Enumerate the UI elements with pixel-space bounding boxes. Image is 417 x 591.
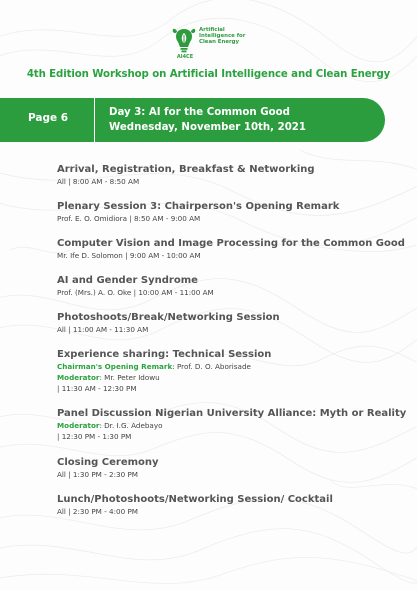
logo-wordmark (199, 27, 255, 46)
session-item (57, 200, 412, 224)
session-detail: Prof. (Mrs.) A. O. Oke | 10:00 AM - 11:00 AM (57, 288, 214, 297)
page-number: Page 6 (28, 112, 69, 124)
session-detail: All | 2:30 PM - 4:00 PM (57, 507, 138, 516)
session-title: Closing Ceremony (57, 457, 159, 468)
session-item (57, 493, 412, 517)
workshop-title: 4th Edition Workshop on Artificial Intelligence and Clean Energy (26, 69, 391, 80)
session-title: Arrival, Registration, Breakfast & Networking (57, 164, 315, 175)
session-detail: Prof. E. O. Omidiora | 8:50 AM - 9:00 AM (57, 214, 201, 223)
session-time: | 11:30 AM - 12:30 PM (57, 384, 137, 393)
session-item (57, 311, 412, 335)
chair-value: : Prof. D. O. Aborisade (172, 362, 251, 371)
session-item (57, 237, 412, 261)
session-title: Plenary Session 3: Chairperson's Opening Remark (57, 201, 340, 212)
session-detail: All | 1:30 PM - 2:30 PM (57, 470, 138, 479)
session-detail: Mr. Ife D. Solomon | 9:00 AM - 10:00 AM (57, 251, 201, 260)
ai4ce-logo (172, 25, 252, 63)
moderator-label: Moderator (57, 421, 100, 430)
session-item (57, 456, 412, 480)
session-title: Computer Vision and Image Processing for the Common Good (57, 238, 405, 249)
session-item (57, 274, 412, 298)
logo-line-3: Clean Energy (199, 39, 240, 46)
band-divider (94, 98, 95, 142)
moderator-value: : Mr. Peter Idowu (99, 373, 160, 382)
session-title: AI and Gender Syndrome (57, 275, 198, 286)
session-title: Experience sharing: Technical Session (57, 349, 272, 360)
session-detail: All | 8:00 AM - 8:50 AM (57, 177, 140, 186)
logo-line-1: Artificial (199, 27, 225, 33)
leaf-bulb-icon (172, 25, 196, 55)
session-title: Photoshoots/Break/Networking Session (57, 312, 280, 323)
chair-label: Chairman's Opening Remark (57, 362, 173, 371)
session-time: | 12:30 PM - 1:30 PM (57, 432, 132, 441)
chair-line (57, 361, 412, 372)
day-header-band (0, 98, 385, 142)
session-title: Lunch/Photoshoots/Networking Session/ Cocktail (57, 494, 333, 505)
session-item (57, 163, 412, 187)
session-detail: All | 11:00 AM - 11:30 AM (57, 325, 149, 334)
day-date: Wednesday, November 10th, 2021 (109, 122, 306, 133)
logo-line-2: Intelligence for (199, 33, 246, 40)
day-title: Day 3: AI for the Common Good (109, 107, 290, 118)
session-item (57, 348, 412, 394)
session-item (57, 407, 412, 442)
session-title: Panel Discussion Nigerian University Alliance: Myth or Reality (57, 408, 407, 419)
logo-acronym: AI4CE (176, 54, 194, 60)
moderator-line (57, 420, 412, 431)
moderator-line (57, 372, 412, 383)
moderator-label: Moderator (57, 373, 100, 382)
moderator-value: : Dr. I.G. Adebayo (99, 421, 163, 430)
